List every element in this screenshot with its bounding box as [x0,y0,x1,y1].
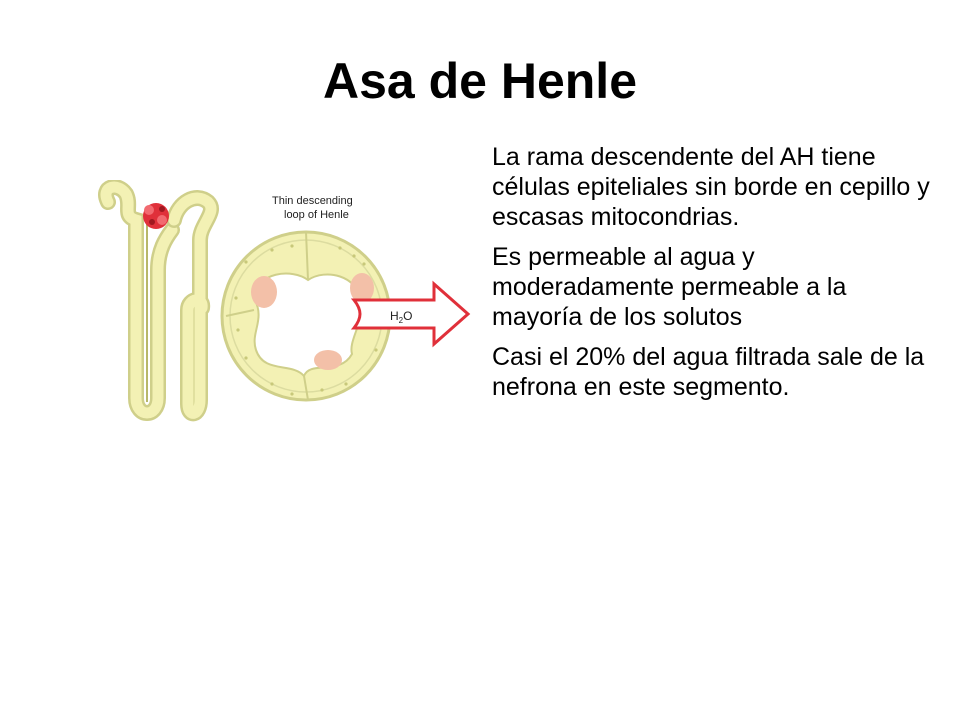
nucleus [314,350,342,370]
thin-descending-label-line2: loop of Henle [284,209,349,221]
slide-title: Asa de Henle [322,53,637,109]
thin-descending-label-line1: Thin descending [272,195,353,207]
paragraph-permeability: Es permeable al agua y moderadamente permeable a la mayoría de los solutos [492,243,847,331]
h2o-label: $H_2O$ [390,309,413,325]
paragraph-water-exit: Casi el 20% del agua filtrada sale de la nefrona en este segmento. [492,343,925,401]
nucleus [251,276,277,308]
glomerulus [143,203,169,229]
body-text [492,142,932,412]
paragraph-structure: La rama descendente del AH tiene células epiteliales sin borde en cepillo y escasas mitocondrias. [492,143,930,231]
loop-of-henle-diagram [96,180,476,440]
